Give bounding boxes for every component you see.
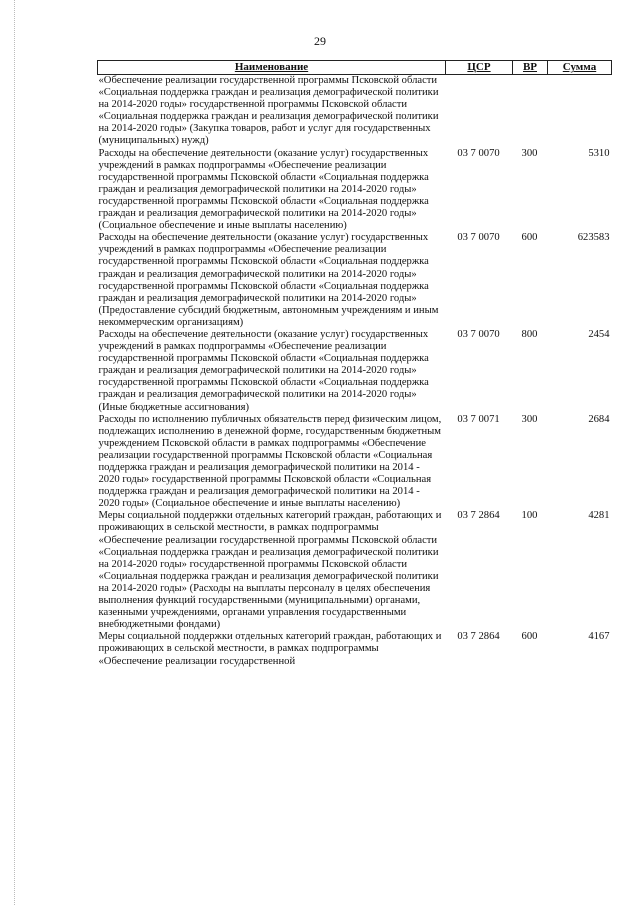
row-csr: 03 7 0070 [457, 328, 500, 340]
row-csr: 03 7 0070 [457, 147, 500, 159]
header-name: Наименование [98, 61, 446, 75]
header-vr: ВР [513, 61, 548, 75]
row-vr [513, 75, 548, 148]
row-vr: 300 [521, 147, 538, 159]
row-csr: 03 7 0071 [457, 413, 500, 425]
table-row [98, 510, 612, 631]
row-name: Меры социальной поддержки отдельных категорий граждан, работающих и проживающих в сельской местности, в рамках подпрограммы «Обеспечение реализации государственной [98, 631, 442, 667]
row-name: «Обеспечение реализации государственной программы Псковской области «Социальная поддержка граждан и реализация демографической политики на 2014-2020 годы» государственной программы Псковской области «Социальная поддержка граждан и реализация демографической политики на 2014-2020 годы» (Закупка товаров, работ и услуг для государственных (муниципальных) нужд) [98, 75, 439, 147]
row-name: Расходы на обеспечение деятельности (оказание услуг) государственных учреждений в рамках подпрограммы «Обеспечение реализации государственной программы Псковской области «Социальная поддержка граждан и реализация демографической политики на 2014-2020 годы» государственной программы Псковской области «Социальная поддержка граждан и реализация демографической политики на 2014-2020 годы» (Предоставление субсидий бюджетным, автономным учреждениям и иным некоммерческим организациям) [98, 232, 439, 328]
row-csr: 03 7 2864 [457, 631, 500, 643]
row-vr: 600 [521, 631, 538, 643]
row-sum: 4167 [588, 631, 610, 643]
row-name: Меры социальной поддержки отдельных категорий граждан, работающих и проживающих в сельской местности, в рамках подпрограммы «Обеспечение реализации государственной программы Псковской области «Социальная поддержка граждан и реализация демографической политики на 2014-2020 годы» государственной программы Псковской области «Социальная поддержка граждан и реализация демографической политики на 2014-2020 годы» (Расходы на выплаты персоналу в целях обеспечения выполнения функций государственными (муниципальными) органами, казенными учреждениями, органами управления государственными внебюджетными фондами) [98, 510, 442, 631]
row-csr [446, 75, 513, 148]
row-sum: 2684 [588, 413, 610, 425]
budget-table [97, 60, 612, 668]
header-sum: Сумма [548, 61, 612, 75]
page-number: 29 [314, 34, 326, 48]
row-vr: 600 [521, 232, 538, 244]
row-sum: 2454 [588, 328, 610, 340]
row-name: Расходы на обеспечение деятельности (оказание услуг) государственных учреждений в рамках подпрограммы «Обеспечение реализации государственной программы Псковской области «Социальная поддержка граждан и реализация демографической политики на 2014-2020 годы» государственной программы Псковской области «Социальная поддержка граждан и реализация демографической политики на 2014-2020 годы» (Иные бюджетные ассигнования) [98, 328, 429, 413]
row-sum: 4281 [588, 510, 610, 522]
row-name: Расходы по исполнению публичных обязательств перед физическим лицом, подлежащих исполнению в денежной форме, государственным бюджетным учреждением Псковской области в рамках подпрограммы «Обеспечение реализации государственной программы Псковской области «Социальная поддержка граждан и реализация демографической политики на 2014 - 2020 годы» государственной программы Псковской области «Социальная поддержка граждан и реализация демографической политики на 2014 - 2020 годы» (Социальное обеспечение и иные выплаты населению) [98, 413, 442, 510]
row-sum: 5310 [588, 147, 610, 159]
table-row [98, 329, 612, 414]
table-row [98, 148, 612, 233]
row-sum: 623583 [577, 232, 610, 244]
row-sum [548, 75, 612, 148]
header-csr: ЦСР [446, 61, 513, 75]
table-row [98, 631, 612, 667]
row-vr: 800 [521, 328, 538, 340]
row-csr: 03 7 0070 [457, 232, 500, 244]
row-vr: 100 [521, 510, 538, 522]
table-row [98, 232, 612, 329]
page-edge-line [14, 0, 16, 905]
row-vr: 300 [521, 413, 538, 425]
row-name: Расходы на обеспечение деятельности (оказание услуг) государственных учреждений в рамках подпрограммы «Обеспечение реализации государственной программы Псковской области «Социальная поддержка граждан и реализация демографической политики на 2014-2020 годы» государственной программы Псковской области «Социальная поддержка граждан и реализация демографической политики на 2014-2020 годы» (Социальное обеспечение и иные выплаты населению) [98, 147, 429, 232]
table-header-row [98, 61, 612, 75]
row-csr: 03 7 2864 [457, 510, 500, 522]
table-row [98, 414, 612, 511]
table-row [98, 75, 612, 148]
